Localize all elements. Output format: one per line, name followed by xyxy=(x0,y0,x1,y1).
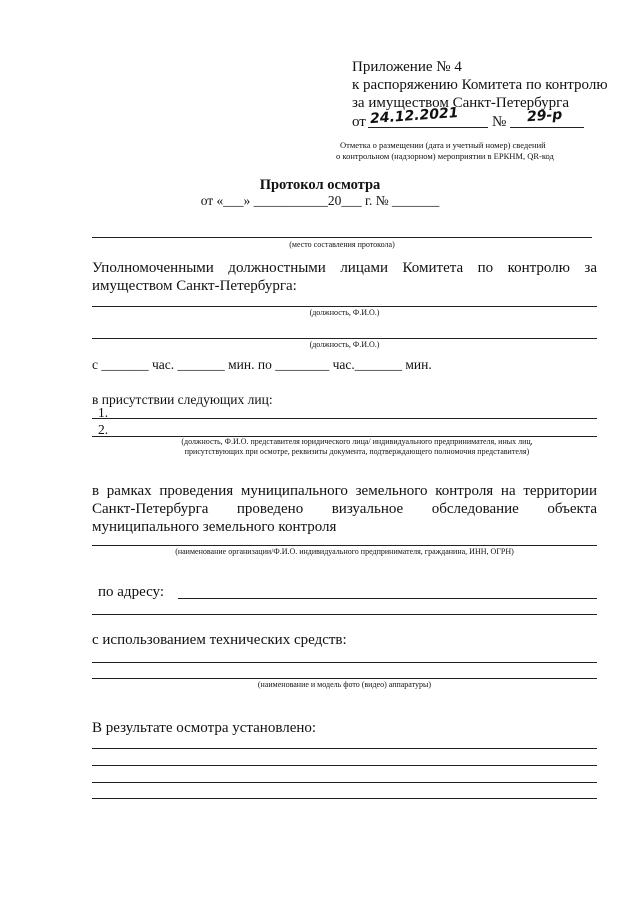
presence-item-1: 1. xyxy=(98,405,109,420)
protocol-title: Протокол осмотра xyxy=(259,177,381,193)
appendix-committee-line: за имуществом Санкт-Петербурга xyxy=(352,95,569,111)
time-line: с _______ час. _______ мин. по ________ час._______ мин. xyxy=(92,357,432,372)
number-underline xyxy=(510,127,584,128)
organization-line xyxy=(92,545,597,546)
presence-label: в присутствии следующих лиц: xyxy=(92,392,273,407)
appendix-number: Приложение № 4 xyxy=(352,59,462,75)
presence-item-2: 2. xyxy=(98,422,109,437)
official-1-line xyxy=(92,306,597,307)
result-label: В результате осмотра установлено: xyxy=(92,720,317,736)
official-2-line xyxy=(92,338,597,339)
appendix-ot-label: от xyxy=(352,114,366,130)
handwritten-order-number: 29-р xyxy=(526,106,563,126)
address-line-1 xyxy=(178,598,597,599)
address-line-2 xyxy=(92,614,597,615)
official-2-caption: (должность, Ф.И.О.) xyxy=(309,340,380,349)
organization-caption: (наименование организации/Ф.И.О. индивидуального предпринимателя, гражданина, ИНН, ОГРН) xyxy=(175,547,514,556)
result-line-2 xyxy=(92,765,597,766)
control-text: в рамках проведения муниципального земельного контроля на территории Санкт-Петербурга проведено визуальное обследование объекта муниципального земельного контроля xyxy=(92,483,597,535)
result-line-4 xyxy=(92,798,597,799)
appendix-order-line: к распоряжению Комитета по контролю xyxy=(352,77,608,93)
place-line xyxy=(92,237,592,238)
registration-note-line2: о контрольном (надзорном) мероприятии в ЕРКНМ, QR-код xyxy=(336,151,554,161)
handwritten-date: 24.12.2021 xyxy=(369,104,460,128)
appendix-number-sign: № xyxy=(492,114,507,130)
address-label: по адресу: xyxy=(98,584,165,600)
tech-label: с использованием технических средств: xyxy=(92,632,347,648)
result-line-3 xyxy=(92,782,597,783)
tech-caption: (наименование и модель фото (видео) аппаратуры) xyxy=(257,680,432,689)
presence-item-1-line xyxy=(92,418,597,419)
date-underline xyxy=(368,127,488,128)
presence-caption-1: (должность, Ф.И.О. представителя юридического лица/ индивидуального предпринимателя, иных лиц, xyxy=(181,437,533,446)
presence-caption-2: присутствующих при осмотре, реквизиты документа, подтверждающего полномочия представителя) xyxy=(184,447,530,456)
registration-note-line1: Отметка о размещении (дата и учетный номер) сведений xyxy=(340,140,546,150)
official-1-caption: (должность, Ф.И.О.) xyxy=(309,308,380,317)
tech-line-2 xyxy=(92,678,597,679)
officials-text: Уполномоченными должностными лицами Комитета по контролю за имуществом Санкт-Петербурга: xyxy=(92,260,597,294)
result-line-1 xyxy=(92,748,597,749)
place-caption: (место составления протокола) xyxy=(289,240,395,249)
tech-line-1 xyxy=(92,662,597,663)
protocol-date-number-line: от «___» ___________20___ г. № _______ xyxy=(200,193,440,208)
